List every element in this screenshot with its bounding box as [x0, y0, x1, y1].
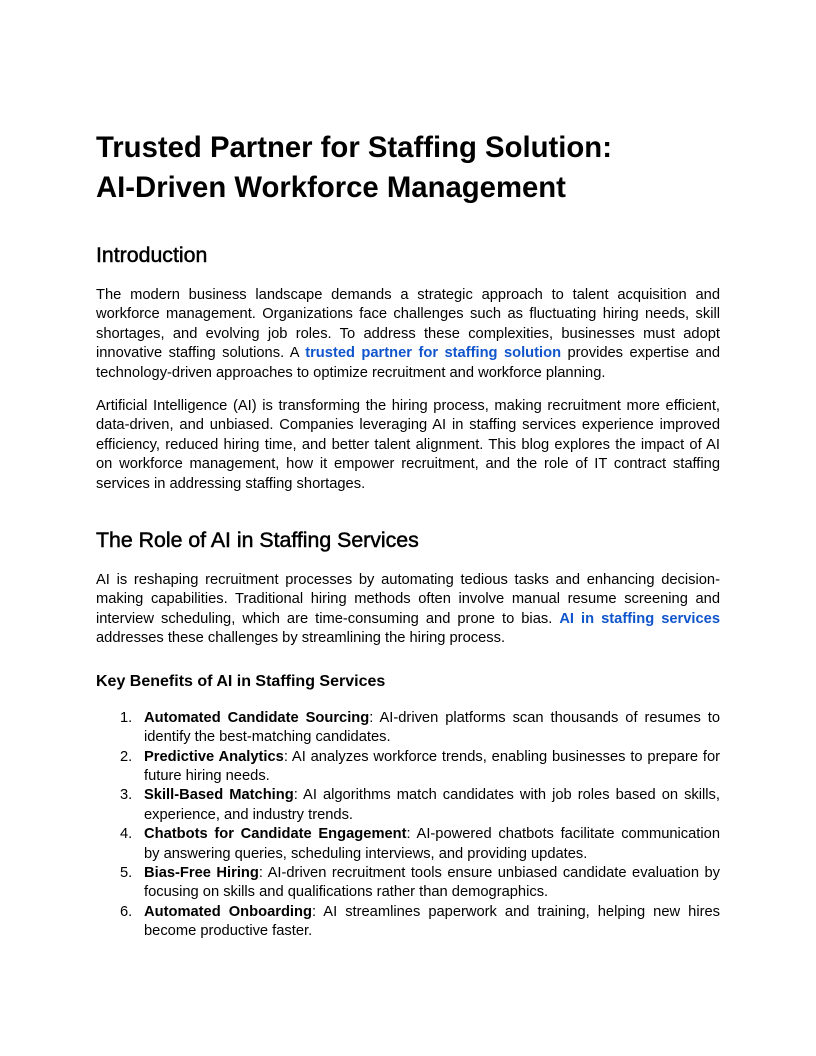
list-item-description: : AI analyzes workforce trends, enabling businesses to prepare for future hiring needs.	[144, 748, 720, 784]
list-item-term: Skill-Based Matching	[144, 787, 294, 804]
list-item-number: 5.	[120, 864, 133, 881]
key-benefits-heading: Key Benefits of AI in Staffing Services	[96, 672, 386, 690]
title-line-1: Trusted Partner for Staffing Solution:	[96, 131, 612, 164]
list-item-description: : AI-powered chatbots facilitate communication by answering queries, scheduling interviews, and providing updates.	[144, 826, 720, 862]
document-title	[96, 128, 720, 208]
introduction-heading: Introduction	[96, 243, 208, 267]
list-item-description: : AI algorithms match candidates with job roles based on skills, experience, and industry trends.	[144, 787, 720, 823]
list-item-description: : AI streamlines paperwork and training, helping new hires become productive faster.	[144, 903, 720, 940]
ai-in-staffing-services-link[interactable]: AI in staffing services	[559, 610, 720, 627]
list-item-term: Chatbots for Candidate Engagement	[144, 826, 407, 843]
list-item-number: 3.	[120, 787, 133, 804]
title-line-2: AI-Driven Workforce Management	[96, 171, 566, 204]
benefits-list	[96, 709, 720, 942]
list-item	[96, 786, 720, 825]
list-item-number: 1.	[120, 709, 133, 726]
role-p1-text-before: AI is reshaping recruitment processes by automating tedious tasks and enhancing decision-making capabilities. Traditional hiring methods often involve manual resume screening and interview scheduling, which are time-consuming and prone to bias.	[96, 572, 720, 627]
list-item-term: Bias-Free Hiring	[144, 864, 259, 881]
intro-p1-text-before: The modern business landscape demands a strategic approach to talent acquisition and workforce management. Organizations face challenges such as fluctuating hiring needs, skill shortages, and evolving job roles. To address these complexities, businesses must adopt innovative staffing solutions. A	[96, 287, 720, 362]
role-p1-text-after: addresses these challenges by streamlining the hiring process.	[96, 630, 506, 647]
list-item	[96, 825, 720, 864]
list-item-term: Predictive Analytics	[144, 748, 284, 765]
intro-p1-text-after: provides expertise and technology-driven approaches to optimize recruitment and workforce planning.	[96, 345, 720, 381]
list-item	[96, 748, 720, 787]
list-item-number: 4.	[120, 826, 133, 843]
list-item	[96, 903, 720, 942]
intro-paragraph-1	[96, 286, 720, 383]
role-paragraph-1	[96, 571, 720, 649]
list-item	[96, 864, 720, 903]
list-item-description: : AI-driven recruitment tools ensure unbiased candidate evaluation by focusing on skills and qualifications rather than demographics.	[144, 864, 720, 901]
list-item-term: Automated Candidate Sourcing	[144, 709, 370, 726]
list-item	[96, 709, 720, 748]
trusted-partner-link[interactable]: trusted partner for staffing solution	[305, 345, 562, 362]
list-item-number: 2.	[120, 748, 133, 765]
list-item-description: : AI-driven platforms scan thousands of resumes to identify the best-matching candidates.	[144, 709, 720, 746]
list-item-number: 6.	[120, 903, 133, 920]
role-of-ai-heading: The Role of AI in Staffing Services	[96, 528, 419, 553]
document-page	[96, 128, 720, 942]
list-item-term: Automated Onboarding	[144, 903, 312, 920]
intro-paragraph-2: Artificial Intelligence (AI) is transforming the hiring process, making recruitment more efficient, data-driven, and unbiased. Companies leveraging AI in staffing services experience improved efficiency, reduced hiring time, and better talent alignment. This blog explores the impact of AI on workforce management, how it empower recruitment, and the role of IT contract staffing services in addressing staffing shortages.	[96, 398, 720, 492]
